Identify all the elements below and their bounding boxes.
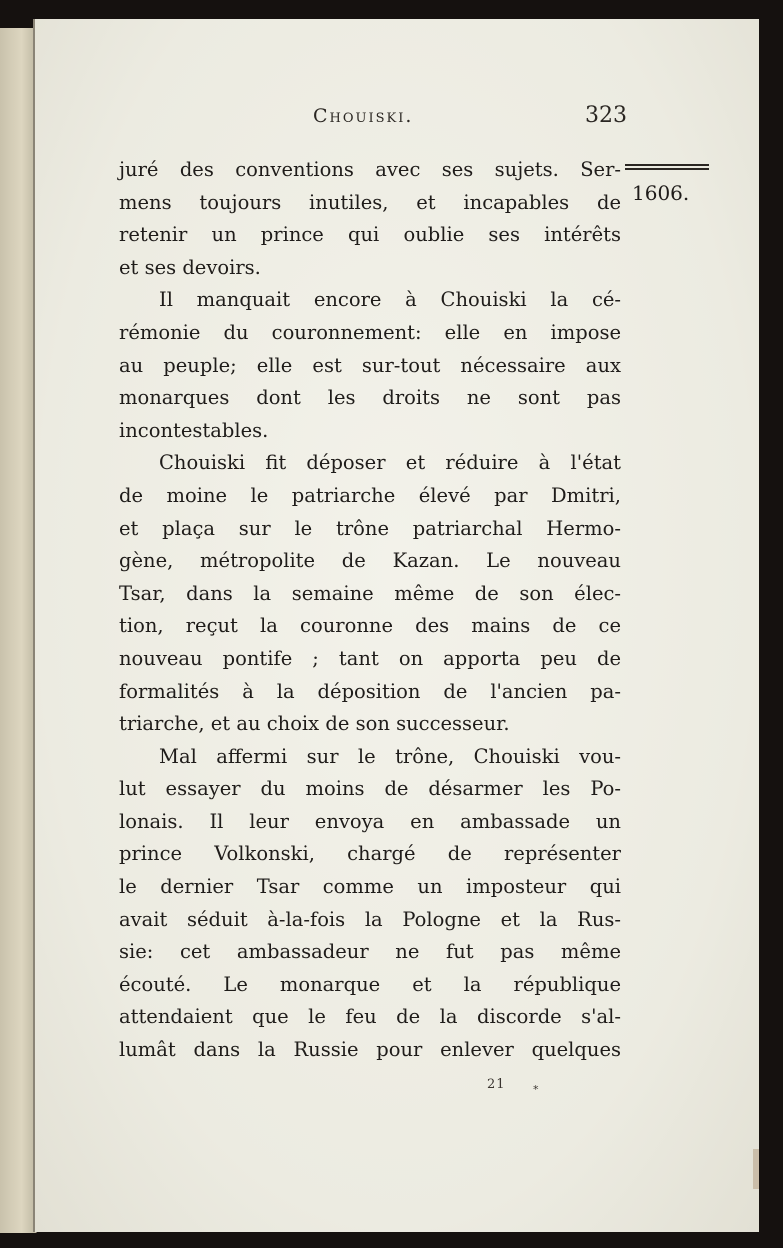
text-line: et ses devoirs.	[119, 255, 261, 279]
text-line: mens toujours inutiles, et incapables de	[119, 190, 621, 214]
text-line: Chouiski fit déposer et réduire à l'état	[159, 451, 621, 475]
text-line: Il manquait encore à Chouiski la cé-	[159, 288, 621, 312]
text-line: nouveau pontife ; tant on apporta peu de	[119, 646, 621, 670]
signature-mark: 21	[487, 1077, 506, 1092]
text-line: au peuple; elle est sur-tout nécessaire aux	[119, 353, 621, 377]
running-title: Chouiski.	[313, 105, 414, 127]
body-text	[119, 154, 621, 1067]
text-line: incontestables.	[119, 418, 269, 442]
text-line: monarques dont les droits ne sont pas	[119, 386, 621, 410]
text-line: Mal affermi sur le trône, Chouiski vou-	[159, 744, 621, 768]
text-line: Tsar, dans la semaine même de son élec-	[119, 581, 621, 605]
text-line: sie: cet ambassadeur ne fut pas même	[119, 940, 621, 964]
text-line: rémonie du couronnement: elle en impose	[119, 320, 621, 344]
page-number: 323	[585, 103, 627, 128]
facing-page-edge	[0, 28, 37, 1233]
text-line: attendaient que le feu de la discorde s'al-	[119, 1005, 621, 1029]
text-line: gène, métropolite de Kazan. Le nouveau	[119, 549, 621, 573]
text-line: formalités à la déposition de l'ancien pa-	[119, 679, 621, 703]
text-line: tion, reçut la couronne des mains de ce	[119, 614, 621, 638]
text-line: le dernier Tsar comme un imposteur qui	[119, 875, 621, 899]
margin-rule	[625, 164, 709, 174]
text-line: retenir un prince qui oublie ses intérêts	[119, 223, 621, 247]
text-line: avait séduit à-la-fois la Pologne et la Rus-	[119, 907, 621, 931]
text-line: prince Volkonski, chargé de représenter	[119, 842, 621, 866]
text-line: et plaça sur le trône patriarchal Hermo-	[119, 516, 621, 540]
text-line: juré des conventions avec ses sujets. Ser-	[119, 158, 621, 181]
signature-asterisk: *	[533, 1083, 539, 1096]
margin-year: 1606.	[632, 181, 690, 205]
text-line: écouté. Le monarque et la république	[119, 972, 621, 996]
text-line: lut essayer du moins de désarmer les Po-	[119, 777, 621, 801]
page-header	[35, 105, 759, 139]
text-line: triarche, et au choix de son successeur.	[119, 712, 510, 736]
text-line: lumât dans la Russie pour enlever quelques	[119, 1038, 621, 1062]
page-stain	[753, 1149, 759, 1189]
book-page	[33, 19, 759, 1232]
text-line: de moine le patriarche élevé par Dmitri,	[119, 483, 621, 507]
text-line: lonais. Il leur envoya en ambassade un	[119, 809, 621, 833]
